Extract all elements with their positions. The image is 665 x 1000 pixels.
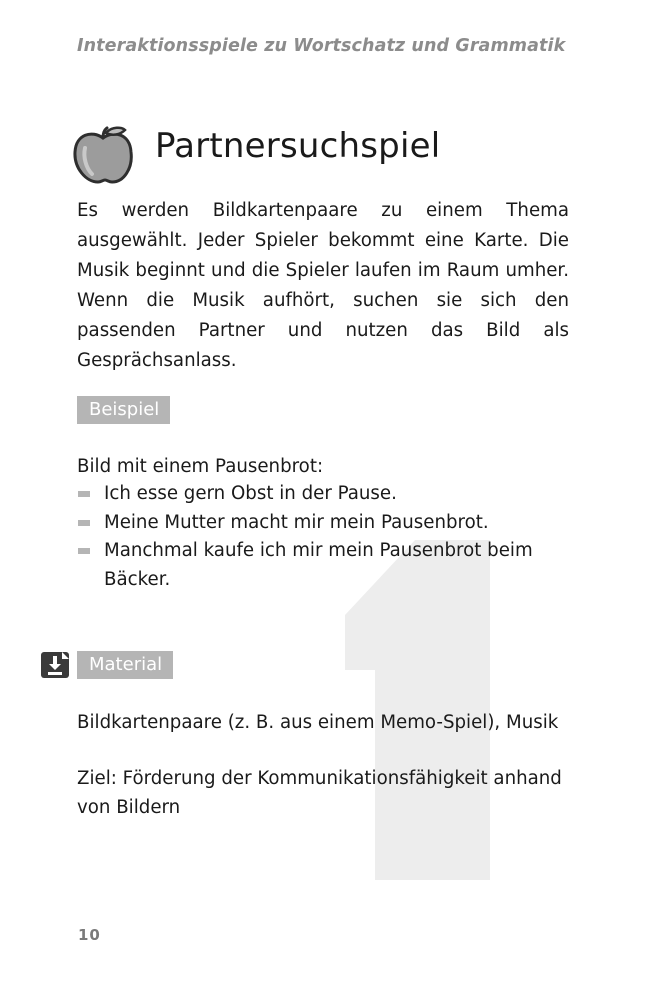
list-item-text: Manchmal kaufe ich mir mein Pausenbrot beim Bäcker. bbox=[104, 540, 533, 590]
material-text: Bildkartenpaare (z. B. aus einem Memo-Spiel), Musik bbox=[77, 712, 559, 733]
bullet-icon bbox=[78, 548, 90, 554]
page-title: Partnersuchspiel bbox=[155, 126, 441, 166]
goal-text: Ziel: Förderung der Kommunikationsfähigkeit anhand von Bildern bbox=[77, 768, 562, 818]
download-icon[interactable] bbox=[40, 651, 70, 679]
bullet-icon bbox=[78, 491, 90, 497]
page-number: 10 bbox=[78, 926, 101, 944]
list-item bbox=[77, 537, 557, 594]
running-head: Interaktionsspiele zu Wortschatz und Grammatik bbox=[77, 36, 566, 56]
list-item-text: Meine Mutter macht mir mein Pausenbrot. bbox=[104, 511, 489, 533]
example-heading: Bild mit einem Pausenbrot: bbox=[77, 456, 324, 477]
list-item-text: Ich esse gern Obst in der Pause. bbox=[104, 483, 397, 504]
example-list bbox=[77, 480, 557, 594]
example-label: Beispiel bbox=[77, 396, 170, 424]
intro-paragraph: Es werden Bildkartenpaare zu einem Thema ausgewählt. Jeder Spieler bekommt eine Karte. Die Musik beginnt und die Spieler laufen im Raum umher. Wenn die Musik aufhört, suchen sie sich den passenden Partner und nutzen das Bild als Gesprächsanlass. bbox=[77, 200, 569, 371]
apple-icon bbox=[70, 124, 136, 186]
bullet-icon bbox=[78, 520, 90, 526]
material-label: Material bbox=[77, 651, 173, 679]
list-item bbox=[77, 480, 557, 509]
list-item bbox=[77, 509, 557, 538]
